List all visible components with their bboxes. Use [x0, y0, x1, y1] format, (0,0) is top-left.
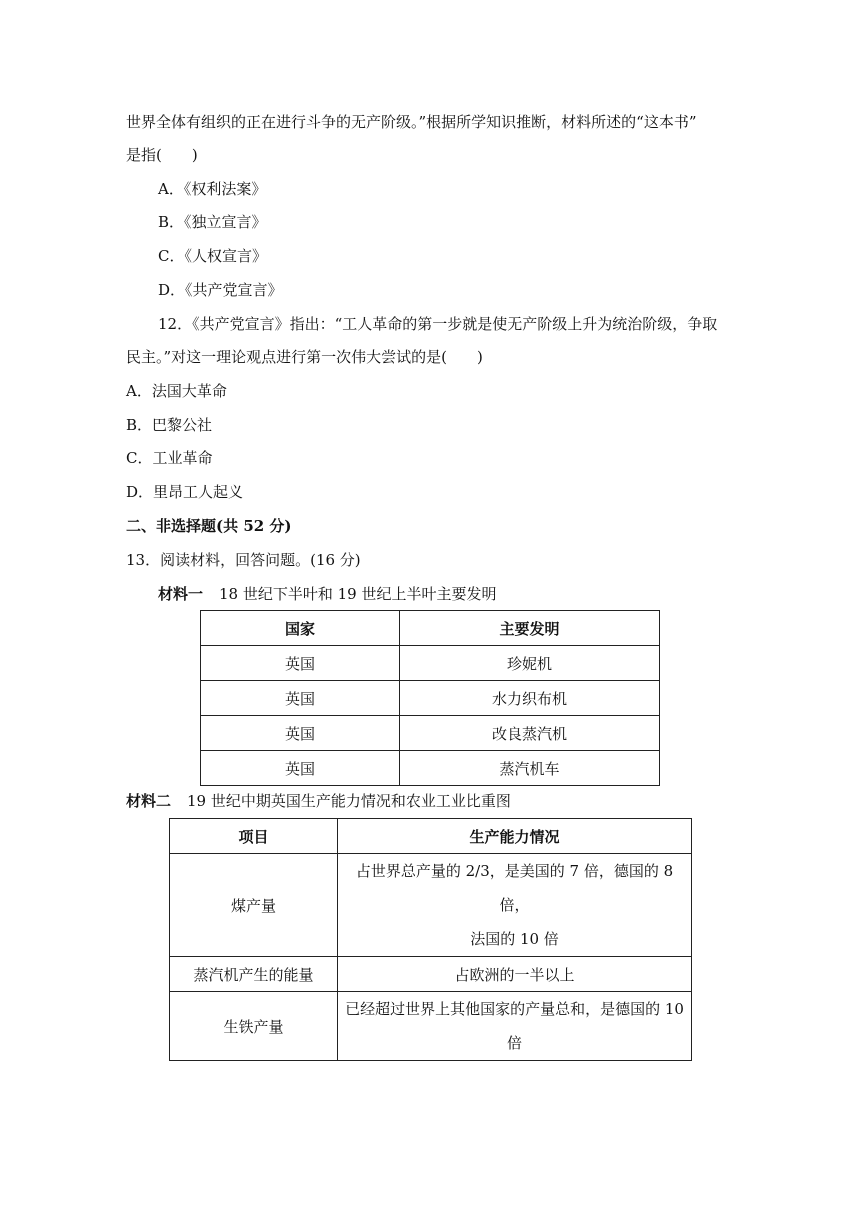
table-header-row	[201, 611, 660, 646]
table-row	[201, 646, 660, 681]
section-heading: 二、非选择题(共 52 分)	[126, 517, 292, 535]
q13-stem: 13．阅读材料，回答问题。(16 分)	[126, 551, 361, 569]
table-header-row	[170, 819, 692, 854]
cell-invention: 改良蒸汽机	[400, 716, 660, 751]
cell-item: 生铁产量	[170, 992, 338, 1061]
material1-table	[200, 610, 660, 786]
q11-option-d: D．《共产党宣言》	[158, 281, 283, 299]
material2-label: 材料二	[126, 792, 172, 810]
cell-capacity: 占欧洲的一半以上	[338, 957, 692, 992]
q11-option-b: B．《独立宣言》	[158, 213, 267, 231]
cell-item: 煤产量	[170, 854, 338, 957]
q11-option-a: A．《权利法案》	[158, 180, 267, 198]
table-row	[201, 681, 660, 716]
material2-caption	[126, 791, 511, 811]
material1-caption	[158, 584, 497, 604]
cell-capacity-line: 倍	[506, 1034, 522, 1052]
cell-invention: 蒸汽机车	[400, 751, 660, 786]
q12-stem-line1: 12．《共产党宣言》指出：“工人革命的第一步就是使无产阶级上升为统治阶级，争取	[158, 315, 718, 333]
cell-capacity-line: 占世界总产量的 2/3，是美国的 7 倍，德国的 8 倍，	[355, 862, 674, 914]
cell-capacity-line: 已经超过世界上其他国家的产量总和，是德国的 10	[345, 1000, 684, 1018]
cell-country: 英国	[201, 646, 400, 681]
cell-invention: 水力织布机	[400, 681, 660, 716]
header-country: 国家	[201, 611, 400, 646]
q12-option-d: D．里昂工人起义	[126, 483, 244, 501]
material2-table	[169, 818, 692, 1061]
q11-stem-line1: 世界全体有组织的正在进行斗争的无产阶级。”根据所学知识推断，材料所述的“这本书”	[126, 113, 697, 131]
q12-option-a: A．法国大革命	[126, 382, 227, 400]
q12-option-c: C．工业革命	[126, 449, 213, 467]
cell-invention: 珍妮机	[400, 646, 660, 681]
cell-capacity-line: 法国的 10 倍	[470, 930, 559, 948]
table-row	[201, 751, 660, 786]
q11-option-c: C．《人权宣言》	[158, 247, 267, 265]
header-capacity: 生产能力情况	[338, 819, 692, 854]
table-row	[170, 992, 692, 1061]
table-row	[170, 854, 692, 957]
header-item: 项目	[170, 819, 338, 854]
q12-stem-line2: 民主。”对这一理论观点进行第一次伟大尝试的是( )	[126, 348, 483, 366]
header-invention: 主要发明	[400, 611, 660, 646]
q11-stem-line2: 是指( )	[126, 146, 198, 164]
q12-option-b: B．巴黎公社	[126, 416, 213, 434]
table-row	[170, 957, 692, 992]
cell-capacity	[338, 992, 692, 1061]
cell-country: 英国	[201, 716, 400, 751]
cell-item: 蒸汽机产生的能量	[170, 957, 338, 992]
cell-country: 英国	[201, 751, 400, 786]
material1-title: 18 世纪下半叶和 19 世纪上半叶主要发明	[219, 585, 497, 603]
cell-country: 英国	[201, 681, 400, 716]
material1-label: 材料一	[158, 585, 204, 603]
material2-title: 19 世纪中期英国生产能力情况和农业工业比重图	[187, 792, 511, 810]
cell-capacity	[338, 854, 692, 957]
table-row	[201, 716, 660, 751]
